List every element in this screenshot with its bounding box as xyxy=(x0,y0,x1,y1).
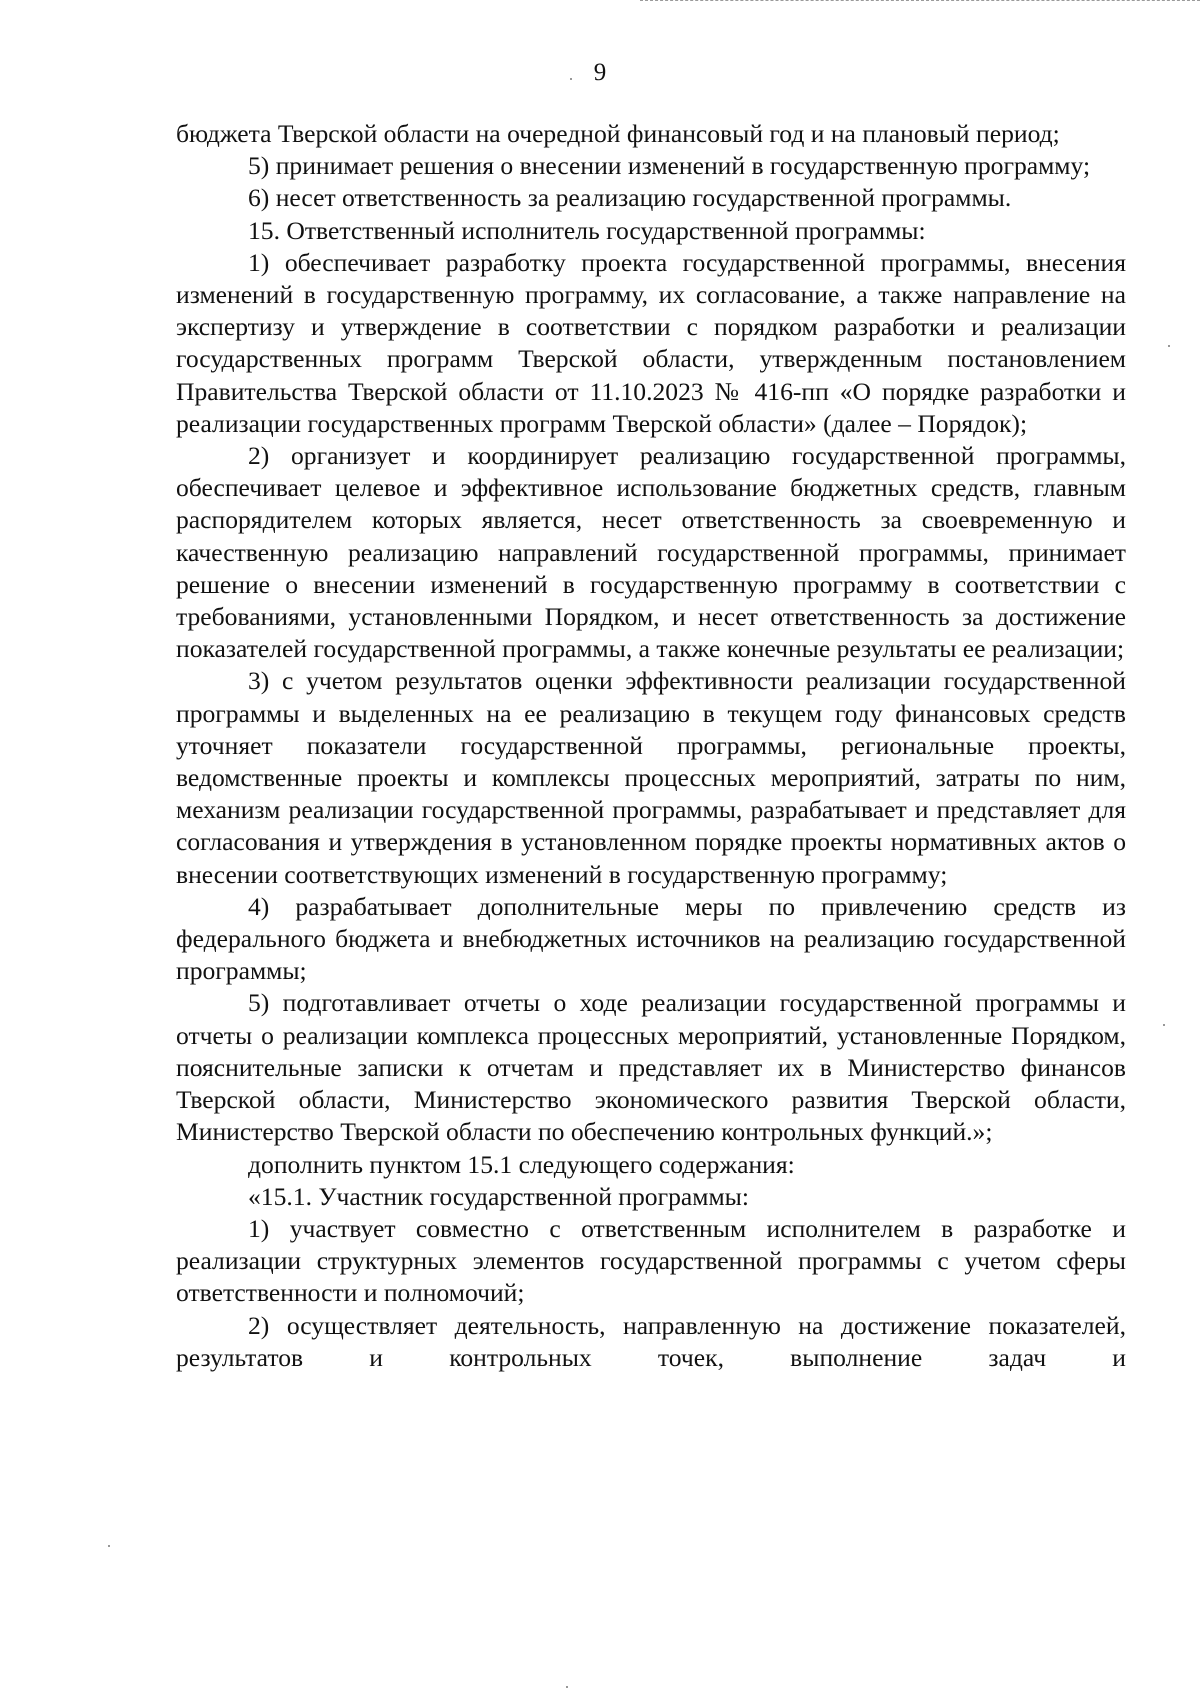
paragraph-15-item-2: 2) организует и координирует реализацию государственной программы, обеспечивает целевое и эффективное использование бюджетных средств, главным распорядителем которых является, несет ответственность за своевременную и качественную реализацию направлений государственной программы, принимает решение о внесении изменений в государственную программу в соответствии с требованиями, установленными Порядком, и несет ответственность за достижение показателей государственной программы, а также конечные результаты ее реализации; xyxy=(176,441,1126,664)
paragraph-section-15-heading: 15. Ответственный исполнитель государственной программы: xyxy=(248,215,926,245)
paragraph-amendment-note: дополнить пунктом 15.1 следующего содержания: xyxy=(248,1149,795,1179)
paragraph-item-6-responsibility: 6) несет ответственность за реализацию государственной программы. xyxy=(248,183,1012,213)
scan-speck xyxy=(108,1545,110,1547)
paragraph-section-15-1-heading: «15.1. Участник государственной программы: xyxy=(248,1181,749,1211)
scan-speck xyxy=(1168,345,1170,347)
paragraph-15-1-item-2: 2) осуществляет деятельность, направленную на достижение показателей, результатов и контрольных точек, выполнение задач и xyxy=(176,1310,1126,1372)
paragraph-budget-continuation: бюджета Тверской области на очередной финансовый год и на плановый период; xyxy=(176,119,1060,148)
paragraph-15-1-item-1: 1) участвует совместно с ответственным исполнителем в разработке и реализации структурных элементов государственной программы с учетом сферы ответственности и полномочий; xyxy=(176,1213,1126,1308)
paragraph-item-5-changes: 5) принимает решения о внесении изменений в государственную программу; xyxy=(248,151,1091,181)
scan-speck xyxy=(570,78,572,80)
scan-top-edge xyxy=(640,0,1200,2)
paragraph-15-item-1: 1) обеспечивает разработку проекта государственной программы, внесения изменений в государственную программу, их согласование, а также направление на экспертизу и утверждение в соответствии с порядком разработки и реализации государственных программ Тверской области, утвержденным постановлением Правительства Тверской области от 11.10.2023 № 416-пп «О порядке разработки и реализации государственных программ Тверской области» (далее – Порядок); xyxy=(176,247,1126,438)
document-body xyxy=(176,118,1126,1374)
scan-speck xyxy=(566,1686,568,1688)
paragraph-15-item-4: 4) разрабатывает дополнительные меры по привлечению средств из федерального бюджета и внебюджетных источников на реализацию государственной программы; xyxy=(176,891,1126,986)
scan-speck xyxy=(1163,1024,1165,1026)
paragraph-15-item-3: 3) с учетом результатов оценки эффективности реализации государственной программы и выделенных на ее реализацию в текущем году финансовых средств уточняет показатели государственной программы, региональные проекты, ведомственные проекты и комплексы процессных мероприятий, затраты по ним, механизм реализации государственной программы, разрабатывает и представляет для согласования и утверждения в установленном порядке проекты нормативных актов о внесении соответствующих изменений в государственную программу; xyxy=(176,666,1126,889)
page-number: 9 xyxy=(593,59,607,86)
paragraph-15-item-5: 5) подготавливает отчеты о ходе реализации государственной программы и отчеты о реализации комплекса процессных мероприятий, установленные Порядком, пояснительные записки к отчетам и представляет их в Министерство финансов Тверской области, Министерство экономического развития Тверской области, Министерство Тверской области по обеспечению контрольных функций.»; xyxy=(176,988,1126,1147)
